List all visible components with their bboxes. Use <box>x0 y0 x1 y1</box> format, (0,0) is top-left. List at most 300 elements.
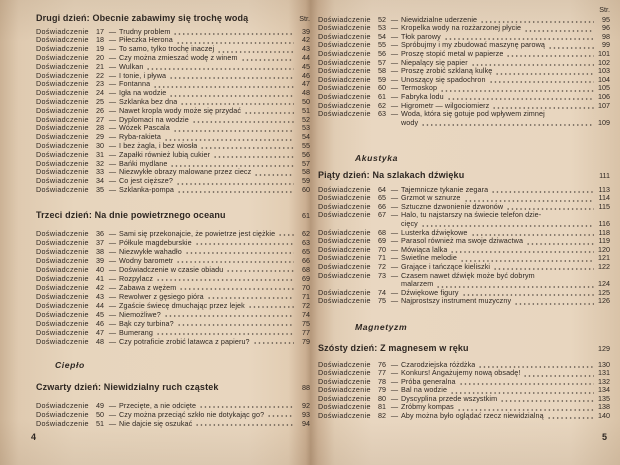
dot-leader <box>460 254 594 263</box>
entry-title: To samo, tylko trochę inaczej <box>119 45 215 54</box>
entry-number: 19 <box>96 45 104 54</box>
entry-number: 33 <box>96 168 104 177</box>
entry-dash: — <box>108 318 117 328</box>
entry-title-continued: cięcy <box>401 220 418 229</box>
entry-label: Doświadczenie <box>318 101 371 110</box>
toc-entry <box>36 310 310 319</box>
dot-leader <box>471 229 594 238</box>
dot-leader <box>241 54 294 63</box>
toc-entry <box>36 256 310 265</box>
entry-dash: — <box>390 377 399 386</box>
toc-entry <box>36 319 310 328</box>
dot-leader <box>173 124 294 133</box>
entry-title: Sztuczne dzwonienie dzwonów <box>401 202 504 211</box>
dot-leader <box>421 119 594 128</box>
entry-dash: — <box>108 27 117 36</box>
toc-entry <box>318 24 610 33</box>
entry-dash: — <box>108 291 117 301</box>
entry-page-number: 66 <box>302 255 310 265</box>
section-page-number: 111 <box>599 171 610 180</box>
entry-dash: — <box>390 67 399 76</box>
entry-line <box>36 72 310 81</box>
entry-page-number: 122 <box>598 263 610 272</box>
entry-line <box>318 110 610 119</box>
entry-page-number: 109 <box>598 118 610 127</box>
entry-line <box>36 229 310 238</box>
entry-number: 32 <box>96 159 104 168</box>
entry-line <box>318 386 610 395</box>
entry-dash: — <box>108 309 117 319</box>
entry-line <box>36 142 310 151</box>
entry-title: Zabawa z wężem <box>119 282 177 292</box>
toc-entry <box>36 151 310 160</box>
toc-entry <box>36 116 310 125</box>
entry-number: 71 <box>378 254 386 263</box>
page-left <box>31 0 310 465</box>
entry-dash: — <box>390 228 399 237</box>
entry-line <box>318 272 610 281</box>
dot-leader <box>173 28 294 37</box>
dot-leader <box>176 36 294 45</box>
dot-leader <box>177 319 294 328</box>
entry-label: Doświadczenie <box>318 15 371 24</box>
entry-page-number: 130 <box>598 360 610 369</box>
entry-number: 63 <box>378 110 386 119</box>
entry-title: Bal na wodzie <box>401 386 448 395</box>
entry-line <box>36 80 310 89</box>
entry-line <box>36 292 310 301</box>
entry-label: Doświadczenie <box>318 271 371 280</box>
entry-number: 81 <box>378 403 386 412</box>
page-right <box>318 0 610 465</box>
entry-number: 77 <box>378 369 386 378</box>
entry-dash: — <box>390 41 399 50</box>
entry-dash: — <box>108 106 117 115</box>
dot-leader <box>164 310 294 319</box>
toc-entry <box>318 59 610 68</box>
toc-entry <box>36 80 310 89</box>
toc-entry <box>318 110 610 127</box>
entry-page-number: 94 <box>302 418 310 428</box>
entry-page-number: 107 <box>598 101 610 110</box>
entry-title: Nie dajcie się oszukać <box>119 418 193 428</box>
entry-title: Tajemnicze tykanie zegara <box>401 185 489 194</box>
entry-line <box>36 419 310 428</box>
dot-leader <box>185 247 294 256</box>
entry-number: 65 <box>378 194 386 203</box>
entry-title: Fontanna <box>119 80 151 89</box>
entry-line <box>318 186 610 195</box>
entry-label: Doświadczenie <box>36 141 89 150</box>
toc-entry <box>318 211 610 228</box>
dot-leader <box>491 186 594 195</box>
entry-page-number: 140 <box>598 411 610 420</box>
entry-line <box>318 403 610 412</box>
toc-entry <box>36 168 310 177</box>
dot-leader <box>200 142 294 151</box>
entry-number: 66 <box>378 202 386 211</box>
entry-number: 48 <box>96 336 104 346</box>
entry-page-number: 65 <box>302 246 310 256</box>
dot-leader <box>195 419 294 428</box>
entry-title: Proszę stopić metal w papierze <box>401 50 504 59</box>
part-heading-magnetism: Magnetyzm <box>355 322 408 332</box>
entry-title: Próba generalna <box>401 377 456 386</box>
entry-line <box>318 67 610 76</box>
entry-number: 43 <box>96 291 104 301</box>
toc-entry <box>36 337 310 346</box>
toc-entry <box>318 76 610 85</box>
entry-label: Doświadczenie <box>36 71 89 80</box>
toc-entry <box>36 45 310 54</box>
entry-dash: — <box>390 93 399 102</box>
entry-line <box>36 310 310 319</box>
entry-title: Konkurs! Angażujemy nową obsadę! <box>401 369 521 378</box>
entry-number: 21 <box>96 62 104 71</box>
entry-dash: — <box>108 159 117 168</box>
entry-label: Doświadczenie <box>318 84 371 93</box>
entry-list-day-5 <box>318 186 610 306</box>
toc-entry <box>318 403 610 412</box>
dot-leader <box>457 403 594 412</box>
toc-entry <box>36 89 310 98</box>
entry-title: Aby można było oglądać rzecz niewidzialną <box>401 411 544 420</box>
dot-leader <box>493 263 594 272</box>
entry-title: Szklanka-pompa <box>119 185 174 194</box>
entry-number: 30 <box>96 141 104 150</box>
toc-entry <box>36 292 310 301</box>
entry-title: Ryba-rakieta <box>119 133 161 142</box>
entry-page-number: 115 <box>598 202 610 211</box>
entry-page-number: 43 <box>302 45 310 54</box>
entry-number: 57 <box>378 58 386 67</box>
dot-leader <box>248 301 294 310</box>
entry-title: Świetlne melodie <box>401 254 457 263</box>
entry-line <box>36 107 310 116</box>
entry-number: 58 <box>378 67 386 76</box>
entry-title: Przecięte, a nie odcięte <box>119 400 197 410</box>
entry-number: 28 <box>96 124 104 133</box>
entry-dash: — <box>108 45 117 54</box>
entry-title: Bąk czy turbina? <box>119 318 174 328</box>
entry-dash: — <box>108 80 117 89</box>
entry-page-number: 106 <box>598 93 610 102</box>
dot-leader <box>176 256 294 265</box>
dot-leader <box>146 63 294 72</box>
entry-number: 70 <box>378 245 386 254</box>
entry-page-number: 116 <box>598 220 610 229</box>
entry-title: Sami się przekonajcie, że powietrze jest ciężkie <box>119 228 276 238</box>
section-heading-day-3 <box>36 209 310 221</box>
entry-number: 80 <box>378 394 386 403</box>
entry-page-number: 50 <box>302 97 310 106</box>
entry-label: Doświadczenie <box>36 237 89 247</box>
toc-entry <box>318 289 610 298</box>
entry-page-number: 121 <box>598 254 610 263</box>
entry-label: Doświadczenie <box>36 97 89 106</box>
entry-label: Doświadczenie <box>36 418 89 428</box>
entry-number: 44 <box>96 300 104 310</box>
entry-line <box>318 16 610 25</box>
entry-line <box>318 378 610 387</box>
entry-number: 25 <box>96 97 104 106</box>
entry-number: 20 <box>96 53 104 62</box>
entry-label: Doświadczenie <box>318 403 371 412</box>
entry-line-continued <box>318 119 610 128</box>
entry-label: Doświadczenie <box>36 80 89 89</box>
entry-title-continued: malarzem <box>401 280 434 289</box>
entry-number: 55 <box>378 41 386 50</box>
entry-page-number: 71 <box>302 291 310 301</box>
toc-entry <box>36 274 310 283</box>
entry-page-number: 60 <box>302 185 310 194</box>
entry-label: Doświadczenie <box>36 185 89 194</box>
entry-title: Parasol również ma swoje dziwactwa <box>401 237 524 246</box>
entry-label: Doświadczenie <box>36 309 89 319</box>
toc-entry <box>318 102 610 111</box>
entry-line-continued <box>318 220 610 229</box>
entry-page-number: 48 <box>302 89 310 98</box>
section-title: Drugi dzień: Obecnie zabawimy się trochę wodą <box>36 13 249 23</box>
entry-title: Halo, tu najstarszy na świecie telefon dzie- <box>401 211 542 220</box>
entry-list-day-3 <box>36 229 310 346</box>
entry-dash: — <box>390 202 399 211</box>
entry-dash: — <box>390 263 399 272</box>
entry-line <box>36 328 310 337</box>
dot-leader <box>199 401 294 410</box>
entry-title: Igła na wodzie <box>119 89 167 98</box>
entry-label: Doświadczenie <box>36 133 89 142</box>
entry-label: Doświadczenie <box>318 245 371 254</box>
dot-leader <box>480 16 594 25</box>
entry-label: Doświadczenie <box>318 394 371 403</box>
entry-number: 67 <box>378 211 386 220</box>
entry-line <box>318 254 610 263</box>
entry-dash: — <box>390 110 399 119</box>
entry-page-number: 62 <box>302 228 310 238</box>
entry-page-number: 42 <box>302 36 310 45</box>
entry-title: Rozpylacz <box>119 273 154 283</box>
entry-label: Doświadczenie <box>318 194 371 203</box>
entry-label: Doświadczenie <box>36 255 89 265</box>
entry-line <box>318 76 610 85</box>
entry-line <box>318 84 610 93</box>
entry-title: Doświadczenie w czasie obiadu <box>119 264 224 274</box>
entry-number: 39 <box>96 255 104 265</box>
entry-label: Doświadczenie <box>36 318 89 328</box>
toc-entry <box>318 50 610 59</box>
dot-leader <box>436 280 594 289</box>
section-heading-day-6 <box>318 342 610 354</box>
entry-number: 47 <box>96 327 104 337</box>
toc-entry <box>36 72 310 81</box>
entry-dash: — <box>390 403 399 412</box>
entry-line <box>36 54 310 63</box>
entry-title: Proszę zrobić szklaną kulkę <box>401 67 493 76</box>
entry-title: Szklanka bez dna <box>119 97 178 106</box>
entry-page-number: 47 <box>302 80 310 89</box>
dot-leader <box>526 237 594 246</box>
dot-leader <box>450 386 594 395</box>
entry-line <box>36 265 310 274</box>
entry-page-number: 132 <box>598 377 610 386</box>
dot-leader <box>169 72 294 81</box>
entry-title: Dyplomaci na wodzie <box>119 115 189 124</box>
dot-leader <box>492 102 594 111</box>
entry-page-number: 124 <box>598 280 610 289</box>
dot-leader <box>244 107 294 116</box>
dot-leader <box>195 238 294 247</box>
entry-page-number: 103 <box>598 67 610 76</box>
entry-line <box>36 89 310 98</box>
entry-dash: — <box>108 97 117 106</box>
entry-dash: — <box>108 336 117 346</box>
entry-page-number: 138 <box>598 403 610 412</box>
entry-label: Doświadczenie <box>36 291 89 301</box>
entry-dash: — <box>108 133 117 142</box>
entry-number: 37 <box>96 237 104 247</box>
entry-label: Doświadczenie <box>318 41 371 50</box>
entry-line <box>318 412 610 421</box>
entry-dash: — <box>108 264 117 274</box>
entry-page-number: 119 <box>598 237 610 246</box>
entry-page-number: 98 <box>602 32 610 41</box>
entry-line <box>318 194 610 203</box>
entry-line <box>36 63 310 72</box>
entry-dash: — <box>108 409 117 419</box>
dot-leader <box>179 283 294 292</box>
entry-line <box>36 116 310 125</box>
toc-entry <box>36 229 310 238</box>
entry-line <box>318 361 610 370</box>
entry-page-number: 134 <box>598 386 610 395</box>
entry-page-number: 113 <box>598 185 610 194</box>
dot-leader <box>207 292 294 301</box>
section-page-number: 61 <box>302 211 310 220</box>
entry-page-number: 118 <box>598 228 610 237</box>
dot-leader <box>156 274 294 283</box>
entry-label: Doświadczenie <box>36 177 89 186</box>
entry-number: 27 <box>96 115 104 124</box>
toc-entry <box>36 63 310 72</box>
entry-line <box>318 211 610 220</box>
entry-dash: — <box>108 273 117 283</box>
entry-dash: — <box>390 194 399 203</box>
entry-number: 69 <box>378 237 386 246</box>
entry-dash: — <box>390 394 399 403</box>
entry-title: Dyscyplina przede wszystkim <box>401 394 498 403</box>
entry-number: 18 <box>96 36 104 45</box>
entry-label: Doświadczenie <box>36 124 89 133</box>
entry-number: 22 <box>96 71 104 80</box>
entry-label: Doświadczenie <box>36 45 89 54</box>
entry-line <box>318 263 610 272</box>
entry-number: 82 <box>378 411 386 420</box>
entry-title: Niemożliwe? <box>119 309 161 319</box>
toc-entry <box>318 254 610 263</box>
entry-dash: — <box>108 400 117 410</box>
entry-number: 34 <box>96 177 104 186</box>
entry-dash: — <box>390 58 399 67</box>
entry-line <box>318 41 610 50</box>
entry-title: Woda, która się gotuje pod wpływem zimnej <box>401 110 545 119</box>
entry-title: Grające i tańczące kieliszki <box>401 263 491 272</box>
entry-label: Doświadczenie <box>36 150 89 159</box>
entry-dash: — <box>390 15 399 24</box>
section-title: Czwarty dzień: Niewidzialny ruch cząstek <box>36 382 219 392</box>
toc-entry <box>318 203 610 212</box>
entry-page-number: 57 <box>302 159 310 168</box>
toc-entry <box>36 238 310 247</box>
entry-page-number: 46 <box>302 71 310 80</box>
entry-dash: — <box>108 150 117 159</box>
entry-label: Doświadczenie <box>36 409 89 419</box>
page-number-left: 4 <box>31 432 37 442</box>
entry-number: 17 <box>96 27 104 36</box>
entry-number: 52 <box>378 15 386 24</box>
entry-title: Mówiąca lalka <box>401 245 448 254</box>
entry-line <box>36 28 310 37</box>
entry-label: Doświadczenie <box>36 300 89 310</box>
dot-leader <box>464 194 594 203</box>
toc-entry <box>36 133 310 142</box>
toc-entry <box>318 412 610 421</box>
entry-line <box>318 50 610 59</box>
entry-page-number: 59 <box>302 177 310 186</box>
entry-page-number: 126 <box>598 297 610 306</box>
entry-dash: — <box>390 254 399 263</box>
section-page-number: 88 <box>302 383 310 392</box>
dot-leader <box>213 151 294 160</box>
entry-dash: — <box>108 115 117 124</box>
dot-leader <box>459 378 594 387</box>
entry-label: Doświadczenie <box>318 202 371 211</box>
entry-label: Doświadczenie <box>36 282 89 292</box>
dot-leader <box>267 410 294 419</box>
toc-entry <box>36 124 310 133</box>
toc-entry <box>36 283 310 292</box>
entry-list-day-4-continued <box>318 16 610 128</box>
entry-page-number: 74 <box>302 309 310 319</box>
entry-label: Doświadczenie <box>318 75 371 84</box>
entry-page-number: 56 <box>302 150 310 159</box>
dot-leader <box>421 220 594 229</box>
entry-title: Co jest cięższe? <box>119 177 173 186</box>
entry-number: 78 <box>378 377 386 386</box>
entry-page-number: 101 <box>598 50 610 59</box>
entry-dash: — <box>390 245 399 254</box>
entry-line <box>36 124 310 133</box>
entry-label: Doświadczenie <box>36 115 89 124</box>
entry-page-number: 54 <box>302 133 310 142</box>
entry-label: Doświadczenie <box>318 24 371 33</box>
entry-number: 75 <box>378 297 386 306</box>
entry-number: 74 <box>378 288 386 297</box>
dot-leader <box>489 76 594 85</box>
entry-title: Fabryka lodu <box>401 93 444 102</box>
toc-entry <box>318 41 610 50</box>
entry-page-number: 72 <box>302 300 310 310</box>
entry-title: I tonie, i pływa <box>119 71 167 80</box>
entry-title: Bumerang <box>119 327 153 337</box>
entry-number: 24 <box>96 89 104 98</box>
entry-title: Zróbmy kompas <box>401 403 454 412</box>
dot-leader <box>447 93 594 102</box>
entry-number: 36 <box>96 228 104 238</box>
section-title: Piąty dzień: Na szlakach dźwięku <box>318 170 465 180</box>
entry-page-number: 131 <box>598 369 610 378</box>
entry-line <box>318 102 610 111</box>
